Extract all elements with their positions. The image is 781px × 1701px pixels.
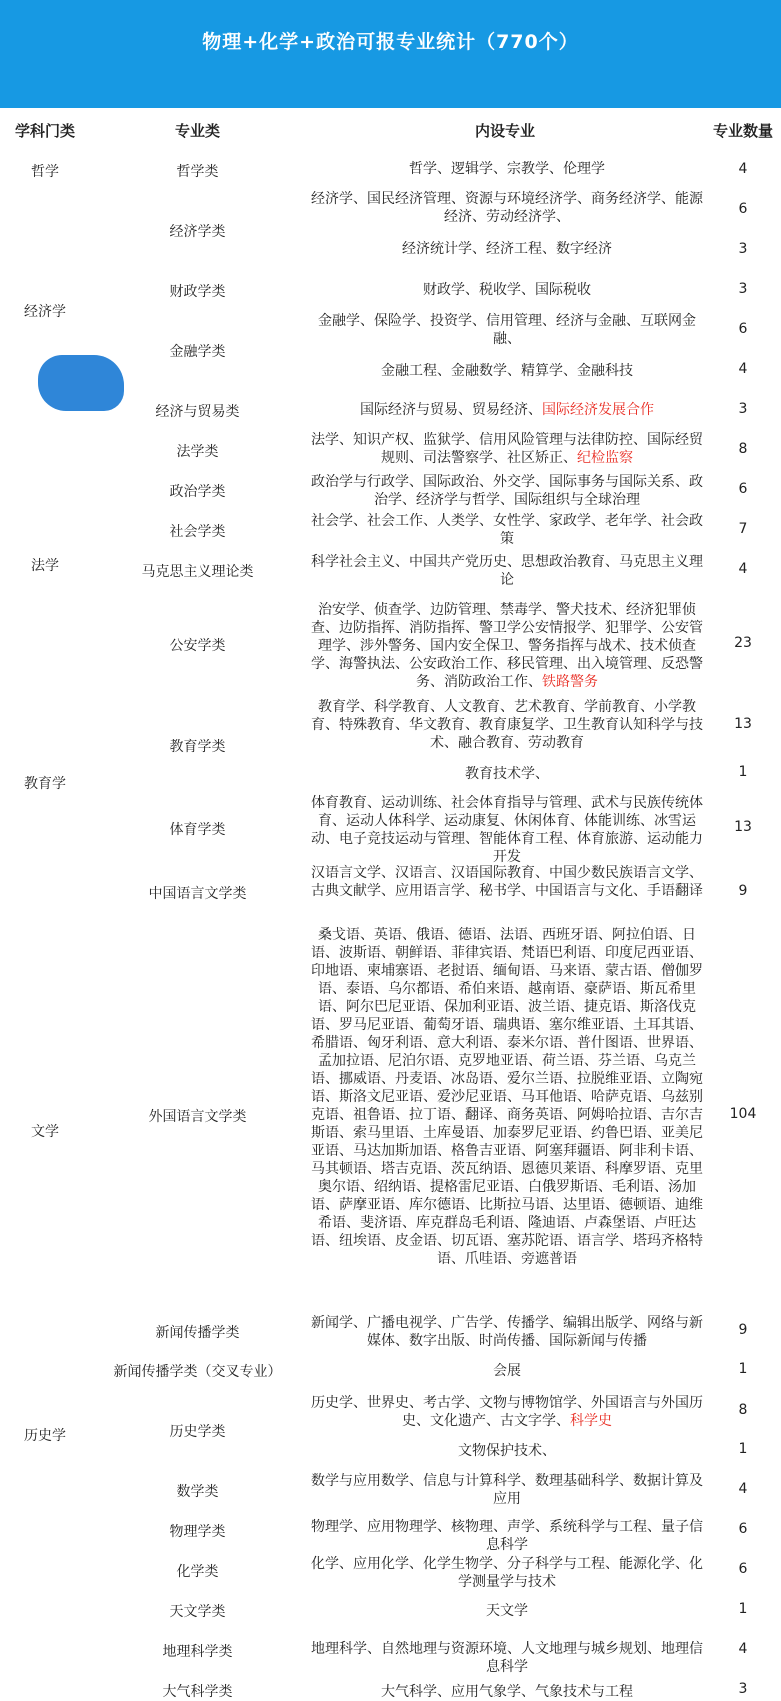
major-text: 财政学、税收学、国际税收 bbox=[423, 282, 591, 298]
major-text: 大气科学、应用气象学、气象技术与工程 bbox=[381, 1684, 633, 1700]
category-label: 马克思主义理论类 bbox=[141, 564, 254, 580]
major-count: 6 bbox=[738, 1561, 748, 1577]
majors-list bbox=[308, 512, 706, 548]
category-label: 大气科学类 bbox=[162, 1684, 233, 1700]
major-text: 教育学、科学教育、人文教育、艺术教育、学前教育、小学教育、特殊教育、华文教育、教育康复学、卫生教育认知科学与技术、融合教育、劳动教育 bbox=[311, 699, 703, 751]
major-count: 8 bbox=[738, 441, 748, 457]
major-count: 3 bbox=[738, 241, 748, 257]
majors-list bbox=[308, 553, 706, 589]
category-label: 哲学类 bbox=[176, 164, 219, 180]
category-label: 社会学类 bbox=[169, 524, 226, 540]
major-text: 物理学、应用物理学、核物理、声学、系统科学与工程、量子信息科学 bbox=[311, 1519, 703, 1553]
column-header: 专业类 bbox=[174, 122, 220, 140]
major-count: 1 bbox=[738, 1441, 748, 1457]
major-text: 经济统计学、经济工程、数字经济 bbox=[402, 241, 612, 257]
major-text: 桑戈语、英语、俄语、德语、法语、西班牙语、阿拉伯语、日语、波斯语、朝鲜语、菲律宾语、梵语巴利语、印度尼西亚语、印地语、柬埔寨语、老挝语、缅甸语、马来语、蒙古语、僧伽罗语、泰语、乌尔都语、希伯来语、越南语、豪萨语、斯瓦希里语、阿尔巴尼亚语、保加利亚语、波兰语、捷克语、斯洛伐克语、罗马尼亚语、葡萄牙语、瑞典语、塞尔维亚语、土耳其语、希腊语、匈牙利语、意大利语、泰米尔语、普什图语、世界语、孟加拉语、尼泊尔语、克罗地亚语、荷兰语、芬兰语、乌克兰语、挪威语、丹麦语、冰岛语、爱尔兰语、拉脱维亚语、立陶宛语、斯洛文尼亚语、爱沙尼亚语、马耳他语、哈萨克语、乌兹别克语、祖鲁语、拉丁语、翻译、商务英语、阿姆哈拉语、吉尔吉斯语、索马里语、土库曼语、加泰罗尼亚语、约鲁巴语、亚美尼亚语、马达加斯加语、格鲁吉亚语、阿塞拜疆语、阿非利卡语、马其顿语、塔吉克语、茨瓦纳语、恩德贝莱语、科摩罗语、克里奥尔语、绍纳语、提格雷尼亚语、白俄罗斯语、毛利语、汤加语、萨摩亚语、库尔德语、比斯拉马语、达里语、德顿语、迪维希语、斐济语、库克群岛毛利语、隆迪语、卢森堡语、卢旺达语、纽埃语、皮金语、切瓦语、塞苏陀语、语言学、塔玛齐格特语、爪哇语、旁遮普语 bbox=[311, 927, 703, 1267]
majors-list bbox=[308, 698, 706, 752]
major-text: 经济学、国民经济管理、资源与环境经济学、商务经济学、能源经济、劳动经济学、 bbox=[311, 191, 703, 225]
category-label: 经济学类 bbox=[169, 224, 226, 240]
category-label: 体育学类 bbox=[169, 822, 226, 838]
major-text: 文物保护技术、 bbox=[458, 1443, 556, 1459]
column-header: 学科门类 bbox=[14, 122, 75, 140]
category-label: 金融学类 bbox=[169, 344, 226, 360]
category-label: 政治学类 bbox=[169, 484, 226, 500]
category-label: 中国语言文学类 bbox=[148, 886, 247, 902]
major-count: 13 bbox=[734, 819, 752, 835]
highlighted-major: 铁路警务 bbox=[542, 674, 598, 690]
majors-list bbox=[308, 1362, 706, 1380]
major-count: 6 bbox=[738, 1521, 748, 1537]
majors-list bbox=[308, 1442, 706, 1460]
highlighted-major: 科学史 bbox=[570, 1413, 612, 1429]
major-count: 3 bbox=[738, 401, 748, 417]
major-count: 1 bbox=[738, 1601, 748, 1617]
major-text: 法学、知识产权、监狱学、信用风险管理与法律防控、国际经贸规则、司法警察学、社区矫正、 bbox=[311, 432, 703, 466]
major-text: 国际经济与贸易、贸易经济、 bbox=[360, 402, 542, 418]
major-count: 4 bbox=[738, 1641, 748, 1657]
major-count: 104 bbox=[729, 1106, 757, 1122]
column-header: 专业数量 bbox=[712, 122, 773, 140]
category-label: 数学类 bbox=[176, 1484, 219, 1500]
category-label: 经济与贸易类 bbox=[155, 404, 240, 420]
majors-list bbox=[308, 1314, 706, 1350]
major-text: 教育技术学、 bbox=[465, 766, 549, 782]
major-count: 3 bbox=[738, 1681, 748, 1697]
major-text: 新闻学、广播电视学、广告学、传播学、编辑出版学、网络与新媒体、数字出版、时尚传播、国际新闻与传播 bbox=[311, 1315, 703, 1349]
highlighted-major: 纪检监察 bbox=[577, 450, 633, 466]
category-label: 法学类 bbox=[176, 444, 219, 460]
discipline-label: 历史学 bbox=[24, 1428, 66, 1444]
category-label: 物理学类 bbox=[169, 1524, 226, 1540]
majors-list bbox=[308, 1518, 706, 1554]
column-header: 内设专业 bbox=[474, 122, 535, 140]
major-count: 9 bbox=[738, 883, 748, 899]
majors-list bbox=[308, 1472, 706, 1508]
major-text: 社会学、社会工作、人类学、女性学、家政学、老年学、社会政策 bbox=[311, 513, 703, 547]
category-label: 天文学类 bbox=[169, 1604, 226, 1620]
major-text: 历史学、世界史、考古学、文物与博物馆学、外国语言与外国历史、文化遗产、古文字学、 bbox=[311, 1395, 703, 1429]
category-label: 新闻传播学类 bbox=[155, 1325, 240, 1341]
highlighted-major: 国际经济发展合作 bbox=[542, 402, 654, 418]
major-count: 6 bbox=[738, 481, 748, 497]
major-count: 3 bbox=[738, 281, 748, 297]
major-text: 科学社会主义、中国共产党历史、思想政治教育、马克思主义理论 bbox=[311, 554, 703, 588]
category-label: 教育学类 bbox=[169, 739, 226, 755]
major-text: 金融学、保险学、投资学、信用管理、经济与金融、互联网金融、 bbox=[318, 313, 696, 347]
major-text: 数学与应用数学、信息与计算科学、数理基础科学、数据计算及应用 bbox=[311, 1473, 703, 1507]
major-text: 地理科学、自然地理与资源环境、人文地理与城乡规划、地理信息科学 bbox=[311, 1641, 703, 1675]
major-text: 汉语言文学、汉语言、汉语国际教育、中国少数民族语言文学、古典文献学、应用语言学、秘书学、中国语言与文化、手语翻译 bbox=[311, 865, 703, 899]
major-count: 4 bbox=[738, 1481, 748, 1497]
major-text: 金融工程、金融数学、精算学、金融科技 bbox=[381, 363, 633, 379]
discipline-label: 经济学 bbox=[24, 304, 66, 320]
majors-list bbox=[308, 765, 706, 783]
discipline-label: 教育学 bbox=[24, 776, 66, 792]
major-text: 体育教育、运动训练、社会体育指导与管理、武术与民族传统体育、运动人体科学、运动康复、休闲体育、体能训练、冰雪运动、电子竞技运动与管理、智能体育工程、体育旅游、运动能力开发 bbox=[311, 795, 703, 865]
majors-list bbox=[308, 312, 706, 348]
major-count: 1 bbox=[738, 1361, 748, 1377]
major-count: 23 bbox=[734, 635, 752, 651]
category-label: 化学类 bbox=[176, 1564, 219, 1580]
discipline-label: 哲学 bbox=[31, 164, 59, 180]
category-label: 财政学类 bbox=[169, 284, 226, 300]
redaction-scribble bbox=[38, 355, 124, 411]
major-count: 1 bbox=[738, 764, 748, 780]
major-count: 4 bbox=[738, 161, 748, 177]
majors-list bbox=[308, 864, 706, 900]
category-label: 地理科学类 bbox=[162, 1644, 233, 1660]
major-text: 化学、应用化学、化学生物学、分子科学与工程、能源化学、化学测量学与技术 bbox=[311, 1556, 703, 1590]
majors-list bbox=[308, 1683, 706, 1701]
major-text: 会展 bbox=[493, 1363, 521, 1379]
major-count: 4 bbox=[738, 561, 748, 577]
major-count: 4 bbox=[738, 361, 748, 377]
majors-list bbox=[308, 1602, 706, 1620]
majors-list bbox=[308, 926, 706, 1268]
discipline-label: 法学 bbox=[31, 558, 59, 574]
major-count: 6 bbox=[738, 321, 748, 337]
discipline-label: 文学 bbox=[31, 1124, 59, 1140]
major-count: 7 bbox=[738, 521, 748, 537]
majors-list bbox=[308, 190, 706, 226]
majors-list bbox=[308, 601, 706, 691]
category-label: 历史学类 bbox=[169, 1424, 226, 1440]
majors-list bbox=[308, 281, 706, 299]
major-text: 天文学 bbox=[486, 1603, 528, 1619]
majors-list bbox=[308, 362, 706, 380]
majors-list bbox=[308, 1555, 706, 1591]
major-text: 政治学与行政学、国际政治、外交学、国际事务与国际关系、政治学、经济学与哲学、国际组织与全球治理 bbox=[311, 474, 703, 508]
page-title: 物理+化学+政治可报专业统计（770个） bbox=[0, 0, 781, 108]
major-count: 8 bbox=[738, 1402, 748, 1418]
category-label: 新闻传播学类（交叉专业） bbox=[113, 1364, 282, 1380]
majors-list bbox=[308, 401, 706, 419]
majors-list bbox=[308, 1640, 706, 1676]
majors-list bbox=[308, 240, 706, 258]
category-label: 外国语言文学类 bbox=[148, 1109, 247, 1125]
major-count: 9 bbox=[738, 1322, 748, 1338]
majors-list bbox=[308, 160, 706, 178]
majors-list bbox=[308, 473, 706, 509]
major-text: 治安学、侦查学、边防管理、禁毒学、警犬技术、经济犯罪侦查、边防指挥、消防指挥、警卫学公安情报学、犯罪学、公安管理学、涉外警务、国内安全保卫、警务指挥与战术、技术侦查学、海警执法、公安政治工作、移民管理、出入境管理、反恐警务、消防政治工作、 bbox=[311, 602, 703, 690]
major-count: 13 bbox=[734, 716, 752, 732]
majors-list bbox=[308, 431, 706, 467]
majors-list bbox=[308, 794, 706, 866]
category-label: 公安学类 bbox=[169, 638, 226, 654]
major-text: 哲学、逻辑学、宗教学、伦理学 bbox=[409, 161, 605, 177]
majors-list bbox=[308, 1394, 706, 1430]
major-count: 6 bbox=[738, 201, 748, 217]
